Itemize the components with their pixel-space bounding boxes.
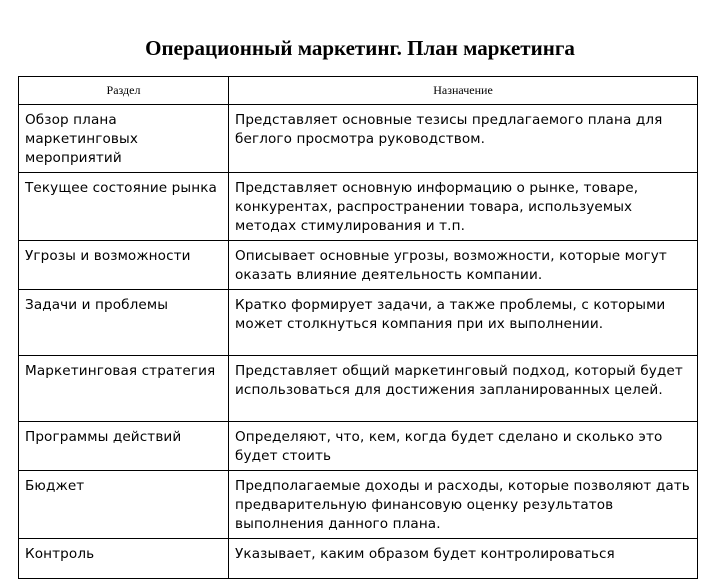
purpose-cell: Представляет общий маркетинговый подход, который будет использоваться для достижения запланированных целей. xyxy=(229,356,698,422)
table-header-row xyxy=(19,77,698,105)
table-row xyxy=(19,241,698,290)
section-cell: Текущее состояние рынка xyxy=(19,173,229,241)
section-cell: Бюджет xyxy=(19,471,229,539)
section-cell: Программы действий xyxy=(19,422,229,471)
purpose-cell: Определяют, что, кем, когда будет сделано и сколько это будет стоить xyxy=(229,422,698,471)
table-row xyxy=(19,422,698,471)
table-row xyxy=(19,105,698,173)
purpose-cell: Указывает, каким образом будет контролироваться xyxy=(229,539,698,579)
marketing-plan-table xyxy=(18,76,698,579)
purpose-cell: Кратко формирует задачи, а также проблемы, с которыми может столкнуться компания при их выполнении. xyxy=(229,290,698,356)
purpose-cell: Описывает основные угрозы, возможности, которые могут оказать влияние деятельность компании. xyxy=(229,241,698,290)
table-row xyxy=(19,173,698,241)
purpose-cell: Предполагаемые доходы и расходы, которые позволяют дать предварительную финансовую оценку результатов выполнения данного плана. xyxy=(229,471,698,539)
purpose-cell: Представляет основную информацию о рынке, товаре, конкурентах, распространении товара, используемых методах стимулирования и т.п. xyxy=(229,173,698,241)
column-header-section: Раздел xyxy=(19,77,229,105)
table-row xyxy=(19,539,698,579)
section-cell: Угрозы и возможности xyxy=(19,241,229,290)
page-title: Операционный маркетинг. План маркетинга xyxy=(145,36,575,60)
section-cell: Задачи и проблемы xyxy=(19,290,229,356)
section-cell: Обзор плана маркетинговых мероприятий xyxy=(19,105,229,173)
table-row xyxy=(19,471,698,539)
section-cell: Контроль xyxy=(19,539,229,579)
section-cell: Маркетинговая стратегия xyxy=(19,356,229,422)
column-header-purpose: Назначение xyxy=(229,77,698,105)
table-row xyxy=(19,356,698,422)
table-row xyxy=(19,290,698,356)
purpose-cell: Представляет основные тезисы предлагаемого плана для беглого просмотра руководством. xyxy=(229,105,698,173)
